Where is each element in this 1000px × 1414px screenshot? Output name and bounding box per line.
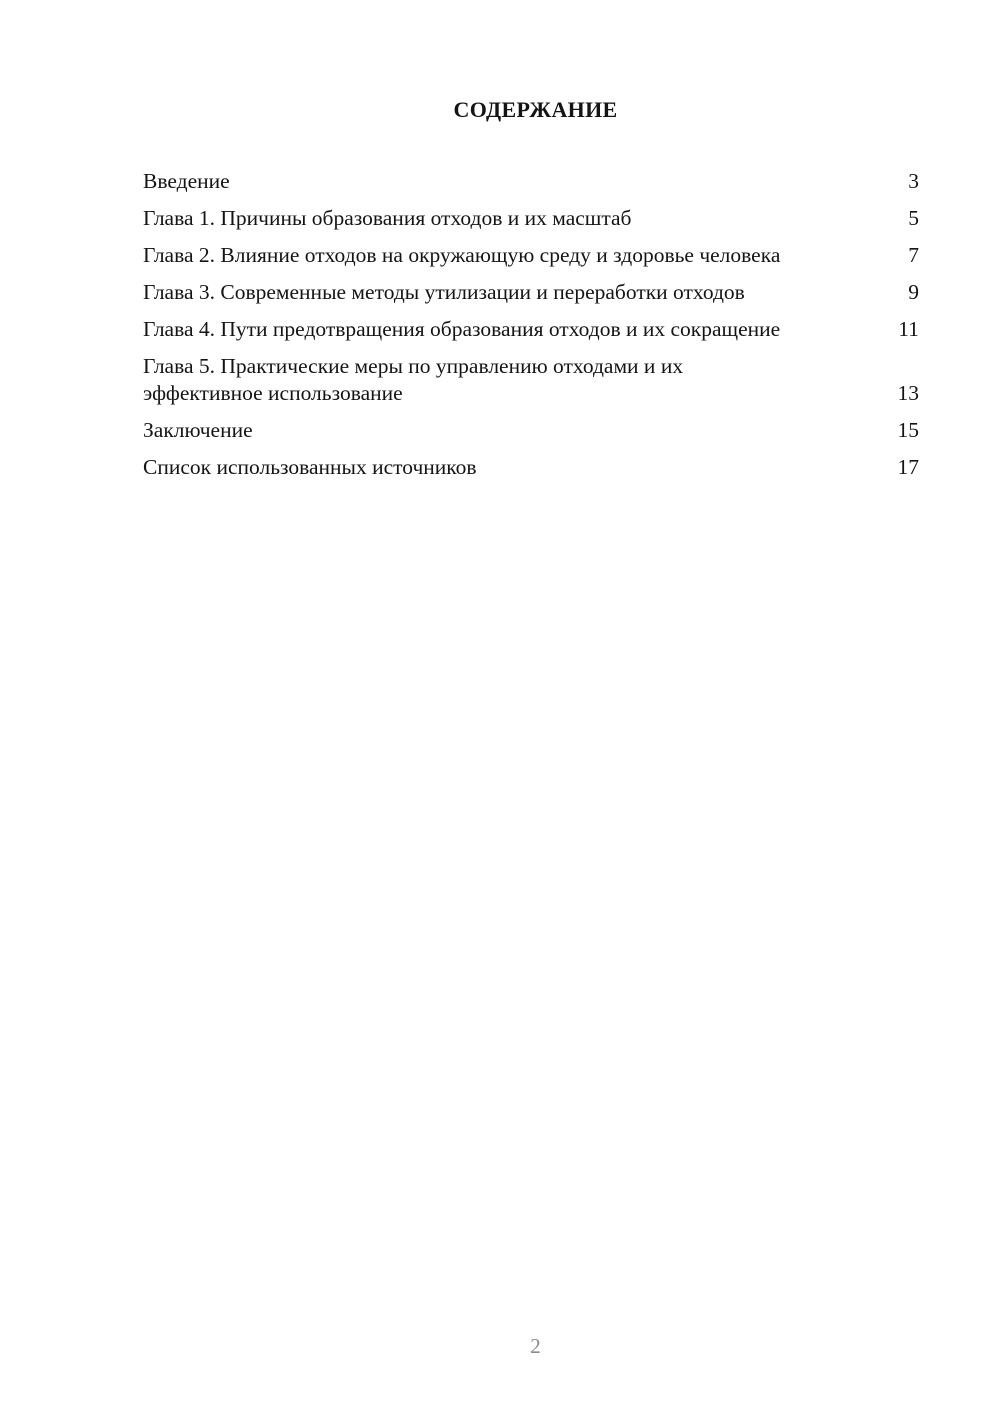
toc-entry-page-number: 15	[897, 418, 919, 442]
toc-entry-title: Глава 3. Современные методы утилизации и переработки отходов	[143, 280, 745, 304]
toc-entry-title: Глава 1. Причины образования отходов и их масштаб	[143, 206, 632, 230]
toc-entry-title: Глава 4. Пути предотвращения образования отходов и их сокращение	[143, 317, 781, 341]
toc-entry-page-number: 7	[908, 243, 919, 267]
table-of-contents	[143, 168, 919, 481]
toc-entry-title: Введение	[143, 169, 230, 193]
toc-entry-page-number: 3	[908, 169, 919, 193]
toc-entry-chapter-3	[143, 279, 919, 306]
toc-entry-page-number: 11	[898, 317, 919, 341]
toc-entry-title: Заключение	[143, 418, 253, 442]
toc-entry-introduction	[143, 168, 919, 195]
toc-entry-chapter-1	[143, 205, 919, 232]
toc-entry-chapter-5	[143, 353, 919, 407]
toc-entry-page-number: 5	[908, 206, 919, 230]
toc-entry-page-number: 17	[897, 455, 919, 479]
toc-entry-title: Глава 5. Практические меры по управлению отходами и их эффективное использование	[143, 354, 684, 405]
toc-title: СОДЕРЖАНИЕ	[453, 97, 618, 122]
toc-entry-conclusion	[143, 417, 919, 444]
toc-entry-page-number: 13	[897, 381, 919, 405]
toc-entry-title: Список использованных источников	[143, 455, 477, 479]
page-number: 2	[530, 1334, 541, 1358]
toc-entry-page-number: 9	[908, 280, 919, 304]
toc-entry-chapter-4	[143, 316, 919, 343]
toc-entry-references	[143, 454, 919, 481]
toc-entry-chapter-2	[143, 242, 919, 269]
toc-entry-title: Глава 2. Влияние отходов на окружающую среду и здоровье человека	[143, 243, 781, 267]
